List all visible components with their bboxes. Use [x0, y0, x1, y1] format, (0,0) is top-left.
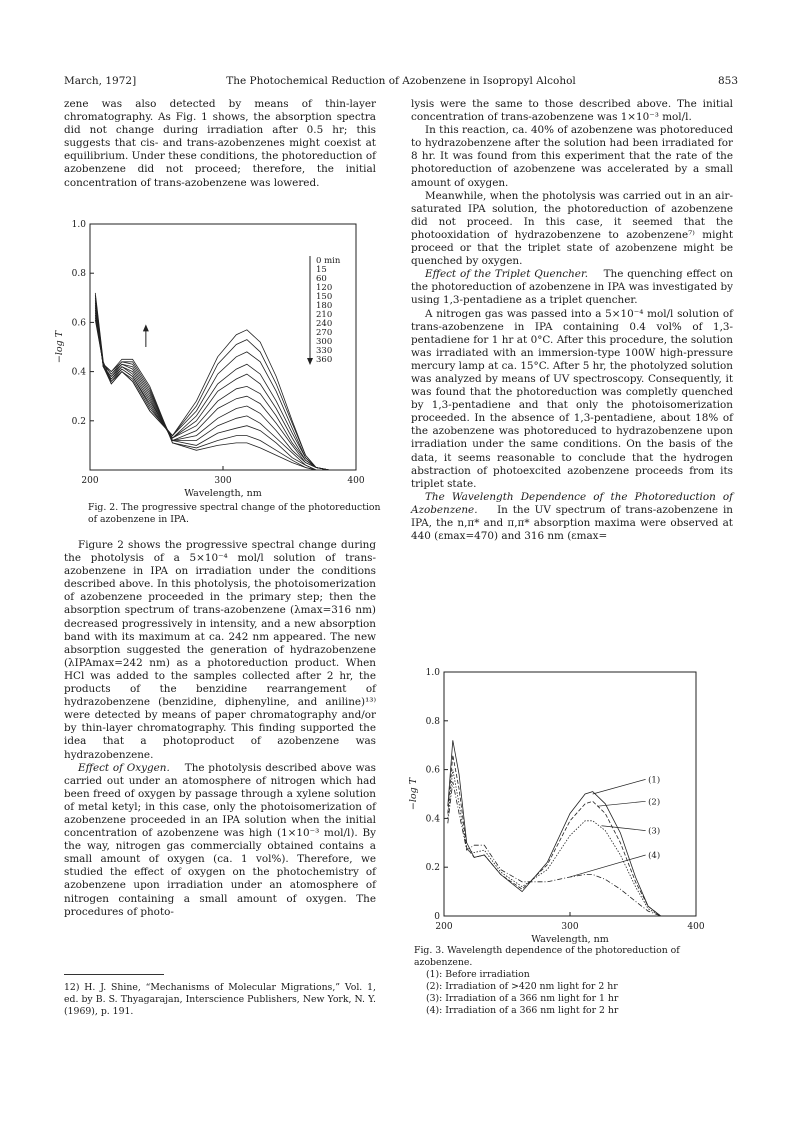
- fig2-y-tick-label: 1.0: [71, 220, 86, 230]
- fig2-time-arrow-head: [307, 358, 313, 365]
- figure-3-legend-3: (3): Irradiation of a 366 nm light for 1 hr: [426, 993, 619, 1004]
- fig3-series-label: (1): [648, 775, 661, 786]
- figure-3: [408, 666, 734, 945]
- right-paragraph-1: lysis were the same to those described above. The initial concentration of trans-azobenzene was 1×10⁻³ mol/l.: [411, 98, 733, 124]
- fig2-series-line: [95, 310, 353, 470]
- fig2-y-tick-label: 0.2: [71, 416, 86, 427]
- fig2-series-line: [95, 313, 353, 470]
- figure-3-caption-title: Fig. 3. Wavelength dependence of the photoreduction of azobenzene.: [414, 945, 680, 968]
- fig2-time-label: 360: [316, 355, 333, 365]
- fig3-series-label: (4): [648, 851, 661, 861]
- fig3-label-leader: [593, 779, 646, 794]
- fig3-y-tick-label: 0.6: [425, 765, 440, 776]
- fig2-series-line: [95, 318, 353, 471]
- right-column: [411, 98, 733, 543]
- fig3-x-tick-label: 200: [435, 922, 453, 932]
- fig3-series-line: [448, 770, 694, 916]
- fig2-time-label: 330: [316, 346, 333, 356]
- fig3-x-tick-label: 400: [687, 922, 705, 932]
- left-column-lower: [64, 539, 376, 919]
- fig2-time-label: 150: [316, 292, 333, 302]
- fig2-x-tick-label: 300: [214, 476, 232, 486]
- fig2-time-label: 210: [316, 310, 333, 320]
- fig2-time-label: 270: [316, 328, 333, 338]
- fig3-series-label: (3): [648, 826, 661, 837]
- fig2-x-axis-label: Wavelength, nm: [184, 488, 262, 499]
- fig2-y-tick-label: 0.8: [71, 269, 86, 280]
- footnote-12: 12) H. J. Shine, “Mechanisms of Molecular Migrations,” Vol. 1, ed. by B. S. Thyagarajan, Interscience Publishers, New York, N. Y. (1969), p. 191.: [64, 982, 376, 1017]
- fig3-y-tick-label: 0.4: [425, 814, 440, 825]
- left-column: [64, 98, 376, 190]
- fig3-x-axis-label: Wavelength, nm: [531, 934, 609, 945]
- page-number: 853: [717, 75, 738, 87]
- left-paragraph-2: Figure 2 shows the progressive spectral change during the photolysis of a 5×10⁻⁴ mol/l solution of trans-azobenzene in IPA on irradiation under the conditions described above. In this photolysis, the photoisomerization of azobenzene proceeded in the primary step; then the absorption spectrum of trans-azobenzene (λmax=316 nm) decreased progressively in intensity, and a new absorption band with its maximum at ca. 242 nm appeared. The new absorption suggested the generation of hydrazobenzene (λIPAmax=242 nm) as a photoreduction product. When HCl was added to the samples collected after 2 hr, the products of the benzidine rearrangement of hydrazobenzene (benzidine, diphenyline, and aniline)¹³⁾ were detected by means of paper chromatography and/or by thin-layer chromatography. This finding supported the idea that a photoproduct of azobenzene was hydrazobenzene.: [64, 539, 376, 761]
- quencher-section-heading: Effect of the Triplet Quencher.: [425, 268, 589, 281]
- figure-3-legend-1: (1): Before irradiation: [426, 969, 530, 980]
- fig3-x-tick-label: 300: [561, 922, 579, 932]
- footnote-rule: [64, 974, 164, 975]
- fig3-series-label: (2): [648, 797, 661, 808]
- fig3-y-axis-label: −log T: [408, 777, 419, 811]
- right-paragraph-5: A nitrogen gas was passed into a 5×10⁻⁴ mol/l solution of trans-azobenzene in IPA containing 0.4 vol% of 1,3-pentadiene for 1 hr at 0°C. After this procedure, the solution was irradiated with an immersion-type 100W high-pressure mercury lamp at ca. 15°C. After 5 hr, the photolyzed solution was analyzed by means of UV spectroscopy. Consequently, it was found that the photoreduction was completly quenched by 1,3-pentadiene and that only the photoisomerization proceeded. In the absence of 1,3-pentadiene, about 18% of the azobenzene was photoreduced to hydrazobenzene upon irradiation under the same conditions. On the basis of the data, it seems reasonable to conclude that the hydrogen abstraction of photoexcited azobenzene proceeds from its triplet state.: [411, 307, 733, 490]
- oxygen-section-heading: Effect of Oxygen.: [78, 761, 170, 774]
- header-title: The Photochemical Reduction of Azobenzene in Isopropyl Alcohol: [226, 75, 576, 87]
- fig2-series-line: [95, 305, 353, 470]
- figure-3-legend-2: (2): Irradiation of >420 nm light for 2 hr: [426, 981, 618, 992]
- wavelength-section-heading: The Wavelength Dependence of the Photoreduction of Azobenzene.: [411, 490, 733, 516]
- fig2-time-label: 300: [316, 337, 333, 347]
- quencher-section-text: The quenching effect on the photoreduction of azobenzene in IPA was investigated by using 1,3-pentadiene as a triplet quencher.: [411, 268, 734, 307]
- right-paragraph-2: In this reaction, ca. 40% of azobenzene was photoreduced to hydrazobenzene after the solution had been irradiated for 8 hr. It was found from this experiment that the rate of the photoreduction of azobenzene was accelerated by a small amount of oxygen.: [411, 124, 733, 189]
- fig2-time-label: 240: [316, 319, 333, 329]
- figure-2-caption: Fig. 2. The progressive spectral change of the photoreduction of azobenzene in IPA.: [88, 502, 381, 525]
- fig2-time-label: 0 min: [316, 256, 341, 266]
- fig2-y-tick-label: 0.6: [71, 318, 86, 329]
- right-paragraph-3: Meanwhile, when the photolysis was carried out in an air-saturated IPA solution, the photoreduction of azobenzene did not proceed. In this case, it seemed that the photooxidation of hydrazobenzene to azobenzene⁷⁾ might proceed or that the triplet state of azobenzene might be quenched by oxygen.: [411, 189, 733, 268]
- fig2-x-tick-label: 200: [81, 476, 99, 486]
- fig2-series-line: [95, 308, 353, 470]
- fig2-y-axis-label: −log T: [54, 330, 65, 364]
- right-paragraph-4: [411, 268, 733, 307]
- fig2-time-label: 120: [316, 283, 333, 293]
- figure-3-legend-4: (4): Irradiation of a 366 nm light for 2 hr: [426, 1005, 619, 1016]
- fig3-y-tick-label: 0.8: [425, 716, 440, 727]
- header-date: March, 1972]: [64, 75, 137, 87]
- fig2-increase-arrow-head: [143, 324, 149, 331]
- figure-3-chart: [408, 666, 734, 945]
- fig3-y-tick-label: 0.2: [425, 863, 440, 874]
- fig2-series-line: [95, 315, 353, 470]
- left-paragraph-3: [64, 762, 376, 919]
- fig2-x-tick-label: 400: [347, 476, 365, 486]
- fig2-y-tick-label: 0.4: [71, 367, 86, 378]
- fig2-series-line: [95, 295, 353, 470]
- figure-2: [54, 218, 386, 502]
- running-header: [64, 75, 738, 91]
- fig2-time-label: 180: [316, 301, 333, 311]
- fig3-label-leader: [602, 826, 646, 831]
- right-paragraph-6: [411, 491, 733, 543]
- wavelength-section-text: In the UV spectrum of trans-azobenzene in IPA, the n,π* and π,π* absorption maxima were observed at 440 (εmax=470) and 316 nm (εmax=: [411, 503, 733, 543]
- fig3-y-tick-label: 0: [434, 912, 440, 922]
- fig3-y-tick-label: 1.0: [425, 668, 440, 678]
- fig2-time-label: 15: [316, 265, 327, 275]
- figure-2-chart: [54, 218, 386, 502]
- oxygen-section-text: The photolysis described above was carried out under an atomosphere of nitrogen which had been freed of oxygen by passage through a xylene solution of metal ketyl; in this case, only the photoisomerization of azobenzene proceeded in an IPA solution when the initial concentration of azobenzene was high (1×10⁻³ mol/l). By the way, nitrogen gas commercially obtained contains a small amount of oxygen (ca. 1 vol%). Therefore, we studied the effect of oxygen on the photochemistry of azobenzene upon irradiation under an atomosphere of nitrogen containing a small amount of oxygen. The procedures of photo-: [64, 761, 376, 918]
- fig3-plot-frame: [444, 672, 696, 916]
- fig2-series-line: [95, 320, 353, 470]
- left-paragraph-1: zene was also detected by means of thin-layer chromatography. As Fig. 1 shows, the absorption spectra did not change during irradiation after 0.5 hr; this suggests that cis- and trans-azobenzenes might coexist at equilibrium. Under these conditions, the photoreduction of azobenzene did not proceed; therefore, the initial concentration of trans-azobenzene was lowered.: [64, 98, 376, 189]
- figure-3-caption: [414, 945, 734, 1017]
- fig2-time-label: 60: [316, 274, 327, 284]
